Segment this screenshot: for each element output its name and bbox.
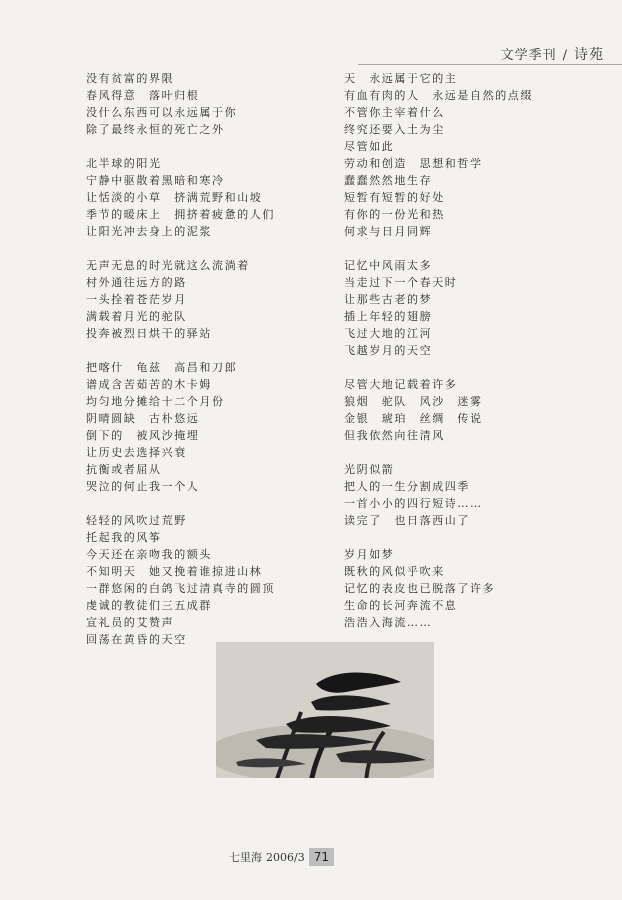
poem-line: 一首小小的四行短诗…… bbox=[344, 497, 483, 510]
poem-line: 天 永远属于它的主 bbox=[344, 72, 458, 85]
header-separator: / bbox=[562, 48, 568, 63]
left-poem-column bbox=[86, 70, 316, 665]
poem-line: 让历史去选择兴衰 bbox=[86, 446, 187, 459]
poem-line: 托起我的风筝 bbox=[86, 531, 162, 544]
ink-painting-svg bbox=[216, 642, 434, 778]
poem-line: 一头拴着苍茫岁月 bbox=[86, 293, 187, 306]
poem-line: 不管你主宰着什么 bbox=[344, 106, 445, 119]
poem-stanza bbox=[86, 155, 316, 240]
poem-line: 光阴似箭 bbox=[344, 463, 395, 476]
poem-stanza bbox=[344, 546, 574, 631]
poem-stanza bbox=[344, 376, 574, 444]
poem-line: 季节的暖床上 拥挤着疲惫的人们 bbox=[86, 208, 275, 221]
poem-line: 轻轻的风吹过荒野 bbox=[86, 514, 187, 527]
poem-line: 抗衡或者屈从 bbox=[86, 463, 162, 476]
poem-line: 让阳光冲去身上的泥浆 bbox=[86, 225, 212, 238]
poem-stanza bbox=[344, 70, 574, 240]
poem-line: 飞越岁月的天空 bbox=[344, 344, 433, 357]
poem-line: 终究还要入土为尘 bbox=[344, 123, 445, 136]
poem-stanza bbox=[344, 257, 574, 359]
poem-line: 无声无息的时光就这么流淌着 bbox=[86, 259, 250, 272]
page-footer bbox=[229, 848, 334, 866]
poem-line: 读完了 也日落西山了 bbox=[344, 514, 470, 527]
poem-line: 投奔被烈日烘干的驿站 bbox=[86, 327, 212, 340]
poem-line: 没有贫富的界限 bbox=[86, 72, 175, 85]
poem-stanza bbox=[86, 70, 316, 138]
poem-line: 回荡在黄昏的天空 bbox=[86, 633, 187, 646]
issue-number: 2006/3 bbox=[266, 850, 305, 864]
poem-line: 当走过下一个春天时 bbox=[344, 276, 458, 289]
poem-line: 把人的一生分割成四季 bbox=[344, 480, 470, 493]
poem-line: 插上年轻的翅膀 bbox=[344, 310, 433, 323]
poem-line: 但我依然向往清风 bbox=[344, 429, 445, 442]
poem-line: 宁静中驱散着黑暗和寒冷 bbox=[86, 174, 225, 187]
poem-line: 让那些古老的梦 bbox=[344, 293, 433, 306]
publication-name: 七里海 bbox=[229, 851, 262, 864]
ink-painting-illustration bbox=[216, 642, 434, 778]
poem-line: 尽管如此 bbox=[344, 140, 395, 153]
poem-line: 有血有肉的人 永远是自然的点缀 bbox=[344, 89, 533, 102]
poem-line: 宣礼员的艾赞声 bbox=[86, 616, 175, 629]
right-poem-column bbox=[344, 70, 574, 648]
poem-line: 没什么东西可以永远属于你 bbox=[86, 106, 238, 119]
poem-line: 金银 琥珀 丝绸 传说 bbox=[344, 412, 483, 425]
poem-line: 浩浩入海流…… bbox=[344, 616, 433, 629]
poem-line: 既秋的风似乎吹来 bbox=[344, 565, 445, 578]
poem-line: 均匀地分摊给十二个月份 bbox=[86, 395, 225, 408]
magazine-section: 文学季刊 bbox=[500, 48, 557, 63]
poem-line: 虔诚的教徒们三五成群 bbox=[86, 599, 212, 612]
poem-line: 谱成含苦茹苦的木卡姆 bbox=[86, 378, 212, 391]
poem-line: 有你的一份光和热 bbox=[344, 208, 445, 221]
poem-line: 满载着月光的驼队 bbox=[86, 310, 187, 323]
poem-line: 春风得意 落叶归根 bbox=[86, 89, 200, 102]
page-header bbox=[501, 44, 604, 64]
poem-line: 记忆的表皮也已脱落了许多 bbox=[344, 582, 496, 595]
poem-line: 除了最终永恒的死亡之外 bbox=[86, 123, 225, 136]
header-rule bbox=[358, 64, 622, 65]
poem-line: 劳动和创造 思想和哲学 bbox=[344, 157, 483, 170]
poem-stanza bbox=[86, 257, 316, 342]
poem-line: 一群悠闲的白鸽飞过清真寺的圆顶 bbox=[86, 582, 275, 595]
poem-line: 村外通往远方的路 bbox=[86, 276, 187, 289]
poem-stanza bbox=[86, 359, 316, 495]
poem-line: 记忆中风雨太多 bbox=[344, 259, 433, 272]
poem-line: 尽管大地记载着许多 bbox=[344, 378, 458, 391]
poem-line: 短暂有短暂的好处 bbox=[344, 191, 445, 204]
poem-line: 让恬淡的小草 挤满荒野和山坡 bbox=[86, 191, 263, 204]
page-number: 71 bbox=[309, 848, 334, 866]
poem-line: 飞过大地的江河 bbox=[344, 327, 433, 340]
poem-line: 生命的长河奔流不息 bbox=[344, 599, 458, 612]
poem-line: 狼烟 驼队 风沙 迷雾 bbox=[344, 395, 483, 408]
poem-line: 蠢蠢然然地生存 bbox=[344, 174, 433, 187]
column-title: 诗苑 bbox=[574, 47, 604, 63]
poem-line: 何求与日月同辉 bbox=[344, 225, 433, 238]
poem-line: 阴晴圆缺 古朴悠远 bbox=[86, 412, 200, 425]
poem-line: 北半球的阳光 bbox=[86, 157, 162, 170]
poem-line: 哭泣的何止我一个人 bbox=[86, 480, 200, 493]
poem-line: 今天还在亲吻我的额头 bbox=[86, 548, 212, 561]
poem-line: 把喀什 龟兹 高昌和刀郎 bbox=[86, 361, 238, 374]
poem-line: 不知明天 她又挽着谁掠进山林 bbox=[86, 565, 263, 578]
poem-stanza bbox=[86, 512, 316, 648]
poem-line: 倒下的 被风沙掩埋 bbox=[86, 429, 200, 442]
poem-line: 岁月如梦 bbox=[344, 548, 395, 561]
poem-stanza bbox=[344, 461, 574, 529]
